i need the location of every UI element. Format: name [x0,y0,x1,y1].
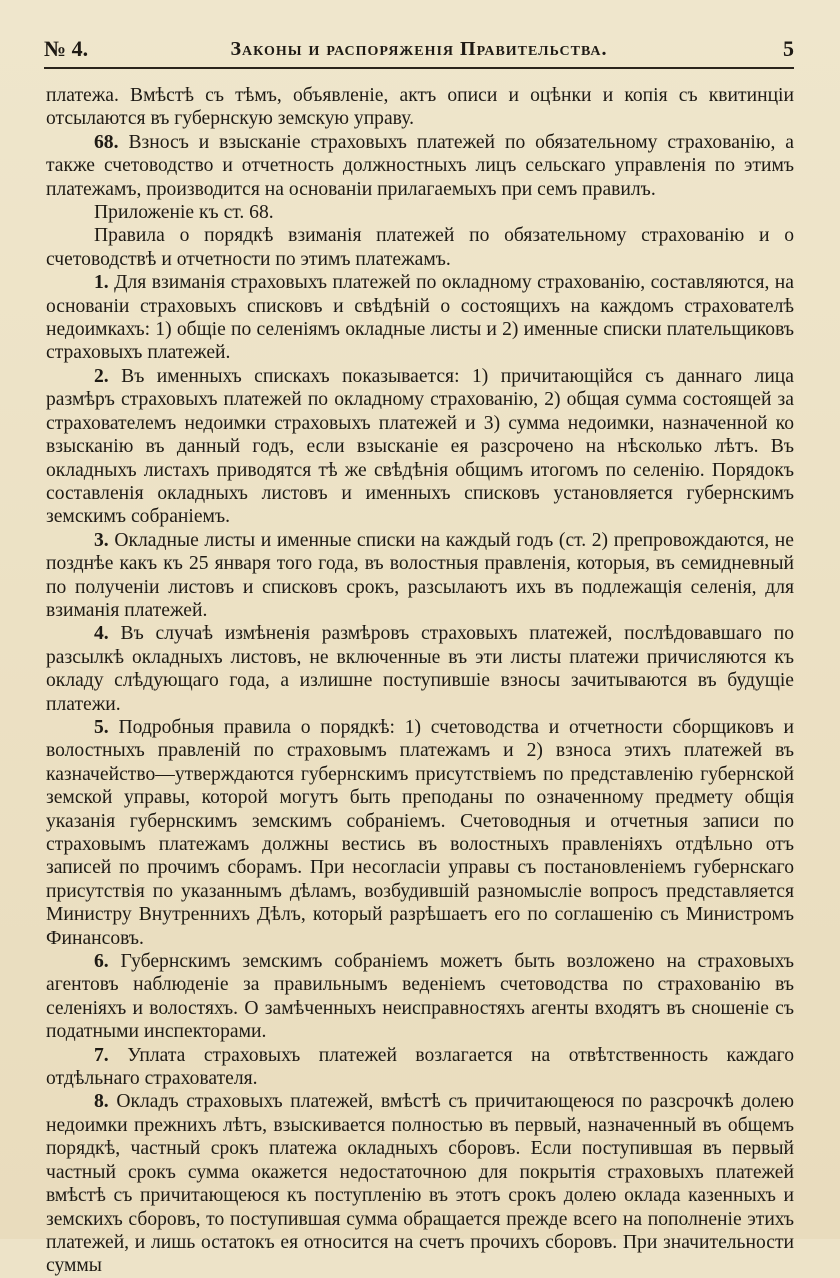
rule-8 [46,1090,794,1277]
page-header [44,30,794,64]
rule-number: 8. [94,1091,109,1113]
rule-number: 5. [94,716,109,738]
rule-number: 4. [94,623,109,645]
header-rule [44,67,794,69]
paragraph-text: Для взиманія страховыхъ платежей по окладному страхованію, составляются, на основаніи страховыхъ списковъ и свѣдѣній о состоящихъ на каждомъ страхователѣ недоимкахъ: 1) общіе по селеніямъ окладные листы и 2) именные списки плательщиковъ страховыхъ платежей. [46,272,794,364]
paragraph-text: Въ именныхъ спискахъ показывается: 1) причитающійся съ даннаго лица размѣръ страховыхъ платежей по окладному страхованію, 2) общая сумма состоящей за страхователемъ недоимки страховыхъ платежей и 3) сумма недоимки, назначенной ко взысканію въ данный годъ, если взысканіе ея разсрочено на нѣсколько лѣтъ. Въ окладныхъ листахъ приводятся тѣ же свѣдѣнія общимъ итогомъ по селенію. Порядокъ составленія окладныхъ листовъ и именныхъ списковъ установляется губернскимъ земскимъ собраніемъ. [46,365,794,528]
rule-number: 7. [94,1044,109,1066]
paragraph [46,84,794,131]
rule-6 [46,950,794,1044]
rule-3 [46,529,794,623]
document-body [46,84,794,1278]
rule-4 [46,622,794,716]
paragraph-text: Окладъ страховыхъ платежей, вмѣстѣ съ причитающеюся по разсрочкѣ долею недоимки прежнихъ лѣтъ, взыскивается полностью въ первый, назначенный въ общемъ порядкѣ, частный срокъ платежа окладныхъ сборовъ. Если поступившая въ первый частный срокъ сумма окажется недостаточною для покрытія страховыхъ платежей вмѣстѣ съ причитающеюся къ поступленію въ этотъ срокъ долею оклада казенныхъ и земскихъ сборовъ, то поступившая сумма обращается прежде всего на пополненіе этихъ платежей, и лишь остатокъ ея относится на счетъ прочихъ сборовъ. При значительности суммы [46,1091,794,1277]
paragraph-text: Взносъ и взысканіе страховыхъ платежей по обязательному страхованію, а также счетоводство и отчетность должностныхъ лицъ сельскаго управленія по этимъ платежамъ, производится на основаніи прилагаемыхъ при семъ правилъ. [46,131,794,200]
paragraph-text: Уплата страховыхъ платежей возлагается на отвѣтственность каждаго отдѣльнаго страхователя. [46,1044,794,1090]
rule-number: 2. [94,365,109,387]
rule-2 [46,365,794,529]
running-title: Законы и распоряженія Правительства. [230,38,608,60]
paragraph-text: Въ случаѣ измѣненія размѣровъ страховыхъ платежей, послѣдовавшаго по разсылкѣ окладныхъ листовъ, не включенные въ эти листы платежи причисляются къ окладу слѣдующаго года, а излишне поступившіе взносы зачитываются въ будущіе платежи. [46,623,795,715]
paragraph-text: Приложеніе къ ст. 68. [94,202,274,224]
paragraph-text: Губернскимъ земскимъ собраніемъ можетъ быть возложено на страховыхъ агентовъ наблюденіе за правильнымъ веденіемъ счетоводства по страхованію въ селеніяхъ и волостяхъ. О замѣченныхъ неисправностяхъ агенты входятъ въ сношеніе съ податными инспекторами. [46,951,794,1043]
page-number: 5 [783,36,794,61]
paragraph-text: Правила о порядкѣ взиманія платежей по обязательному страхованію и о счетоводствѣ и отчетности по этимъ платежамъ. [46,225,794,270]
paragraph-text: Подробныя правила о порядкѣ: 1) счетоводства и отчетности сборщиковъ и волостныхъ правленій по страховымъ платежамъ и 2) взноса этихъ платежей въ казначейство—утверждаются губернскимъ присутствіемъ по представленію губернской земской управы, которой могутъ быть преподаны по означенному предмету общія указанія губернскимъ земскимъ собраніемъ. Счетоводныя и отчетныя записи по страховымъ платежамъ должны вестись въ волостныхъ правленіяхъ отдѣльно отъ записей по прочимъ сборамъ. При несогласіи управы съ постановленіемъ губернскаго присутствія по указаннымъ дѣламъ, возбудившій разномысліе вопросъ представляется Министру Внутреннихъ Дѣлъ, который разрѣшаетъ его по соглашенію съ Министромъ Финансовъ. [46,716,794,949]
article-number: 68. [94,131,119,153]
paragraph-text: платежа. Вмѣстѣ съ тѣмъ, объявленіе, актъ описи и оцѣнки и копія съ квитинціи отсылаются въ губернскую земскую управу. [46,85,794,130]
rule-5 [46,716,794,950]
rule-1 [46,271,794,365]
rule-7 [46,1044,794,1091]
rule-number: 1. [94,272,109,294]
appendix-label [46,201,794,224]
article-68 [46,131,794,201]
issue-number: № 4. [44,36,89,61]
rule-number: 3. [94,529,109,551]
paragraph-text: Окладные листы и именные списки на каждый годъ (ст. 2) препровождаются, не позднѣе какъ къ 25 января того года, въ волостныя правленія, которыя, въ семидневный по полученіи листовъ и списковъ срокъ, разсылаютъ ихъ въ подлежащія селенія, для взиманія платежей. [46,529,794,621]
rules-title [46,224,794,271]
rule-number: 6. [94,951,109,973]
